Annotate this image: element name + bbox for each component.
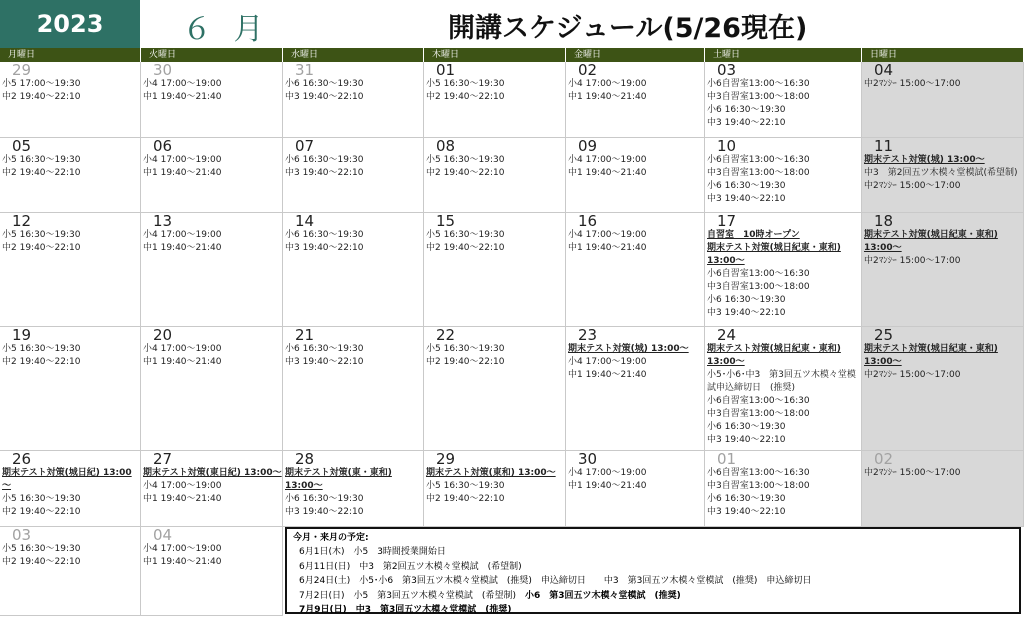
schedule-line: 中1 19:40～21:40 (568, 92, 647, 102)
day-number: 05 (12, 138, 32, 155)
day-number: 15 (436, 213, 456, 230)
weekday-header: 日曜日 (862, 48, 1023, 62)
schedule-line: 中2 19:40～22:10 (2, 92, 81, 102)
schedule-line: 中1 19:40～21:40 (568, 168, 647, 178)
schedule-line: 小4 17:00～19:00 (568, 155, 647, 165)
schedule-line: 小5･小6･中3 第3回五ツ木模々堂模試申込締切日 (推奨) (707, 370, 856, 393)
day-cell (424, 451, 566, 527)
day-cell (141, 327, 283, 451)
schedule-line: 期末テスト対策(城日紀東・東和) 13:00～ (707, 344, 841, 367)
calendar-header (0, 0, 1024, 48)
month-label: ６ 月 (182, 12, 270, 47)
weekday-header: 火曜日 (141, 48, 282, 62)
schedule-line: 期末テスト対策(東・東和) 13:00～ (285, 468, 392, 491)
schedule-line: 中3自習室13:00～18:00 (707, 481, 810, 491)
day-number: 16 (578, 213, 598, 230)
note-line: 7月2日(日) 小5 第3回五ツ木模々堂模試 (希望制) 小6 第3回五ツ木模々堂模試 (推奨) (299, 590, 681, 601)
schedule-line: 小5 17:00～19:30 (2, 79, 81, 89)
day-number: 18 (874, 213, 894, 230)
day-number: 12 (12, 213, 32, 230)
schedule-line: 期末テスト対策(城) 13:00～ (864, 155, 985, 165)
day-number: 22 (436, 327, 456, 344)
schedule-line: 中1 19:40～21:40 (568, 481, 647, 491)
schedule-line: 中1 19:40～21:40 (143, 168, 222, 178)
schedule-line: 小6 16:30～19:30 (707, 422, 786, 432)
schedule-line: 中1 19:40～21:40 (143, 494, 222, 504)
schedule-line: 中2 19:40～22:10 (426, 168, 505, 178)
day-number: 25 (874, 327, 894, 344)
day-cell (141, 62, 283, 138)
schedule-line: 中1 19:40～21:40 (568, 243, 647, 253)
day-number: 31 (295, 62, 315, 79)
upcoming-schedule-box (285, 527, 1021, 614)
day-cell (0, 62, 141, 138)
day-cell (424, 62, 566, 138)
schedule-line: 小6 16:30～19:30 (285, 79, 364, 89)
schedule-line: 小6自習室13:00～16:30 (707, 155, 810, 165)
schedule-line: 小5 16:30～19:30 (2, 155, 81, 165)
day-number: 03 (717, 62, 737, 79)
day-cell (705, 138, 862, 213)
schedule-line: 中1 19:40～21:40 (143, 557, 222, 567)
day-number: 17 (717, 213, 737, 230)
schedule-line: 期末テスト対策(城日紀) 13:00～ (2, 468, 132, 491)
day-number: 07 (295, 138, 315, 155)
schedule-line: 中3 第2回五ツ木模々堂模試(希望制) (864, 168, 1018, 178)
day-cell (424, 213, 566, 327)
day-number: 29 (436, 451, 456, 468)
schedule-line: 小6自習室13:00～16:30 (707, 396, 810, 406)
schedule-line: 小6自習室13:00～16:30 (707, 468, 810, 478)
schedule-line: 期末テスト対策(東日紀) 13:00～ (143, 468, 282, 478)
schedule-line: 小5 16:30～19:30 (2, 344, 81, 354)
schedule-line: 小4 17:00～19:00 (568, 79, 647, 89)
day-number: 13 (153, 213, 173, 230)
day-number: 30 (578, 451, 598, 468)
day-cell (566, 213, 705, 327)
schedule-line: 中2 19:40～22:10 (2, 507, 81, 517)
schedule-line: 小5 16:30～19:30 (2, 230, 81, 240)
day-number: 26 (12, 451, 32, 468)
schedule-line: 小6 16:30～19:30 (707, 105, 786, 115)
year-label: 2023 (0, 0, 140, 48)
day-number: 09 (578, 138, 598, 155)
day-cell (283, 62, 424, 138)
day-cell (862, 62, 1024, 138)
schedule-line: 小4 17:00～19:00 (143, 344, 222, 354)
day-number: 01 (436, 62, 456, 79)
weekday-header: 土曜日 (705, 48, 861, 62)
day-cell (0, 213, 141, 327)
schedule-line: 中3自習室13:00～18:00 (707, 168, 810, 178)
day-cell (705, 327, 862, 451)
page-title: 開講スケジュール(5/26現在) (448, 13, 808, 44)
day-number: 03 (12, 527, 32, 544)
schedule-line: 中3 19:40～22:10 (707, 507, 786, 517)
schedule-line: 中3 19:40～22:10 (707, 118, 786, 128)
day-number: 02 (874, 451, 894, 468)
day-cell (141, 527, 283, 616)
schedule-line: 小6自習室13:00～16:30 (707, 269, 810, 279)
day-cell (705, 62, 862, 138)
day-number: 08 (436, 138, 456, 155)
schedule-line: 小6 16:30～19:30 (285, 344, 364, 354)
day-cell (705, 451, 862, 527)
schedule-line: 期末テスト対策(城) 13:00～ (568, 344, 689, 354)
schedule-line: 小4 17:00～19:00 (568, 357, 647, 367)
schedule-line: 小4 17:00～19:00 (143, 544, 222, 554)
schedule-line: 小4 17:00～19:00 (143, 230, 222, 240)
day-cell (862, 138, 1024, 213)
schedule-line: 小4 17:00～19:00 (143, 481, 222, 491)
schedule-line: 中3 19:40～22:10 (285, 243, 364, 253)
weekday-header: 月曜日 (0, 48, 140, 62)
schedule-line: 期末テスト対策(東和) 13:00～ (426, 468, 556, 478)
schedule-line: 小6 16:30～19:30 (285, 155, 364, 165)
schedule-line: 小5 16:30～19:30 (2, 494, 81, 504)
schedule-line: 中3 19:40～22:10 (707, 194, 786, 204)
schedule-line: 期末テスト対策(城日紀東・東和) 13:00～ (864, 230, 998, 253)
upcoming-schedule-title: 今月・来月の予定: (293, 533, 369, 543)
day-cell (705, 213, 862, 327)
schedule-line: 小5 16:30～19:30 (426, 230, 505, 240)
schedule-line: 中1 19:40～21:40 (143, 357, 222, 367)
day-cell (862, 327, 1024, 451)
schedule-line: 中2ﾏﾝｼｰ 15:00～17:00 (864, 79, 961, 89)
schedule-line: 小6 16:30～19:30 (707, 181, 786, 191)
schedule-line: 中2 19:40～22:10 (2, 557, 81, 567)
schedule-line: 小5 16:30～19:30 (426, 344, 505, 354)
day-cell (424, 327, 566, 451)
day-cell (566, 138, 705, 213)
day-number: 30 (153, 62, 173, 79)
day-number: 19 (12, 327, 32, 344)
day-cell (0, 327, 141, 451)
day-cell (862, 213, 1024, 327)
schedule-line: 小4 17:00～19:00 (143, 155, 222, 165)
day-cell (141, 451, 283, 527)
schedule-line: 中2 19:40～22:10 (2, 243, 81, 253)
schedule-line: 中1 19:40～21:40 (568, 370, 647, 380)
schedule-line: 中2ﾏﾝｼｰ 15:00～17:00 (864, 370, 961, 380)
schedule-line: 中2 19:40～22:10 (426, 92, 505, 102)
schedule-line: 小6自習室13:00～16:30 (707, 79, 810, 89)
schedule-line: 小4 17:00～19:00 (568, 230, 647, 240)
schedule-line: 中2ﾏﾝｼｰ 15:00～17:00 (864, 256, 961, 266)
schedule-line: 小5 16:30～19:30 (426, 79, 505, 89)
schedule-line: 期末テスト対策(城日紀東・東和) 13:00～ (707, 243, 841, 266)
weekday-header: 水曜日 (283, 48, 423, 62)
schedule-line: 中3自習室13:00～18:00 (707, 92, 810, 102)
schedule-line: 中3自習室13:00～18:00 (707, 282, 810, 292)
schedule-line: 期末テスト対策(城日紀東・東和) 13:00～ (864, 344, 998, 367)
schedule-line: 中3 19:40～22:10 (285, 92, 364, 102)
day-number: 06 (153, 138, 173, 155)
schedule-line: 中3 19:40～22:10 (707, 435, 786, 445)
day-cell (0, 451, 141, 527)
schedule-line: 小5 16:30～19:30 (426, 481, 505, 491)
schedule-line: 小4 17:00～19:00 (143, 79, 222, 89)
schedule-line: 中2 19:40～22:10 (2, 168, 81, 178)
schedule-line: 中3 19:40～22:10 (285, 357, 364, 367)
note-line: 6月11日(日) 中3 第2回五ツ木模々堂模試 (希望制) (299, 561, 522, 572)
day-number: 20 (153, 327, 173, 344)
schedule-line: 自習室 10時オープン (707, 230, 800, 240)
schedule-line: 中2 19:40～22:10 (426, 243, 505, 253)
day-cell (141, 213, 283, 327)
day-cell (424, 138, 566, 213)
day-cell (141, 138, 283, 213)
schedule-line: 小5 16:30～19:30 (2, 544, 81, 554)
schedule-line: 中3 19:40～22:10 (285, 168, 364, 178)
note-line: 7月9日(日) 中3 第3回五ツ木模々堂模試 (推奨) (299, 605, 512, 615)
day-cell (283, 138, 424, 213)
day-number: 29 (12, 62, 32, 79)
note-bold-tail: 小6 第3回五ツ木模々堂模試 (推奨) (524, 590, 681, 601)
schedule-line: 小4 17:00～19:00 (568, 468, 647, 478)
day-number: 01 (717, 451, 737, 468)
schedule-line: 中2 19:40～22:10 (2, 357, 81, 367)
day-number: 04 (874, 62, 894, 79)
weekday-header: 金曜日 (566, 48, 704, 62)
day-cell (283, 451, 424, 527)
schedule-line: 小6 16:30～19:30 (707, 494, 786, 504)
schedule-line: 小5 16:30～19:30 (426, 155, 505, 165)
day-cell (283, 327, 424, 451)
schedule-line: 小6 16:30～19:30 (285, 230, 364, 240)
schedule-line: 中2ﾏﾝｼｰ 15:00～17:00 (864, 181, 961, 191)
note-line: 6月1日(木) 小5 3時間授業開始日 (299, 547, 446, 557)
day-cell (566, 451, 705, 527)
schedule-line: 中3自習室13:00～18:00 (707, 409, 810, 419)
day-number: 24 (717, 327, 737, 344)
day-cell (283, 213, 424, 327)
day-number: 02 (578, 62, 598, 79)
schedule-line: 中3 19:40～22:10 (707, 308, 786, 318)
schedule-line: 中3 19:40～22:10 (285, 507, 364, 517)
schedule-line: 小6 16:30～19:30 (707, 295, 786, 305)
weekday-header: 木曜日 (424, 48, 565, 62)
schedule-line: 中2 19:40～22:10 (426, 494, 505, 504)
day-cell (0, 138, 141, 213)
day-number: 11 (874, 138, 894, 155)
day-number: 21 (295, 327, 315, 344)
note-line: 6月24日(土) 小5･小6 第3回五ツ木模々堂模試 (推奨) 申込締切日 中3 第3回五ツ木模々堂模試 (推奨) 申込締切日 (299, 576, 812, 586)
day-number: 23 (578, 327, 598, 344)
day-number: 28 (295, 451, 315, 468)
day-cell (0, 527, 141, 616)
day-cell (566, 62, 705, 138)
day-number: 10 (717, 138, 737, 155)
day-cell (566, 327, 705, 451)
schedule-line: 中1 19:40～21:40 (143, 92, 222, 102)
schedule-line: 小6 16:30～19:30 (285, 494, 364, 504)
day-number: 27 (153, 451, 173, 468)
schedule-line: 中2ﾏﾝｼｰ 15:00～17:00 (864, 468, 961, 478)
schedule-line: 中2 19:40～22:10 (426, 357, 505, 367)
day-cell (862, 451, 1024, 527)
day-number: 14 (295, 213, 315, 230)
schedule-line: 中1 19:40～21:40 (143, 243, 222, 253)
day-number: 04 (153, 527, 173, 544)
